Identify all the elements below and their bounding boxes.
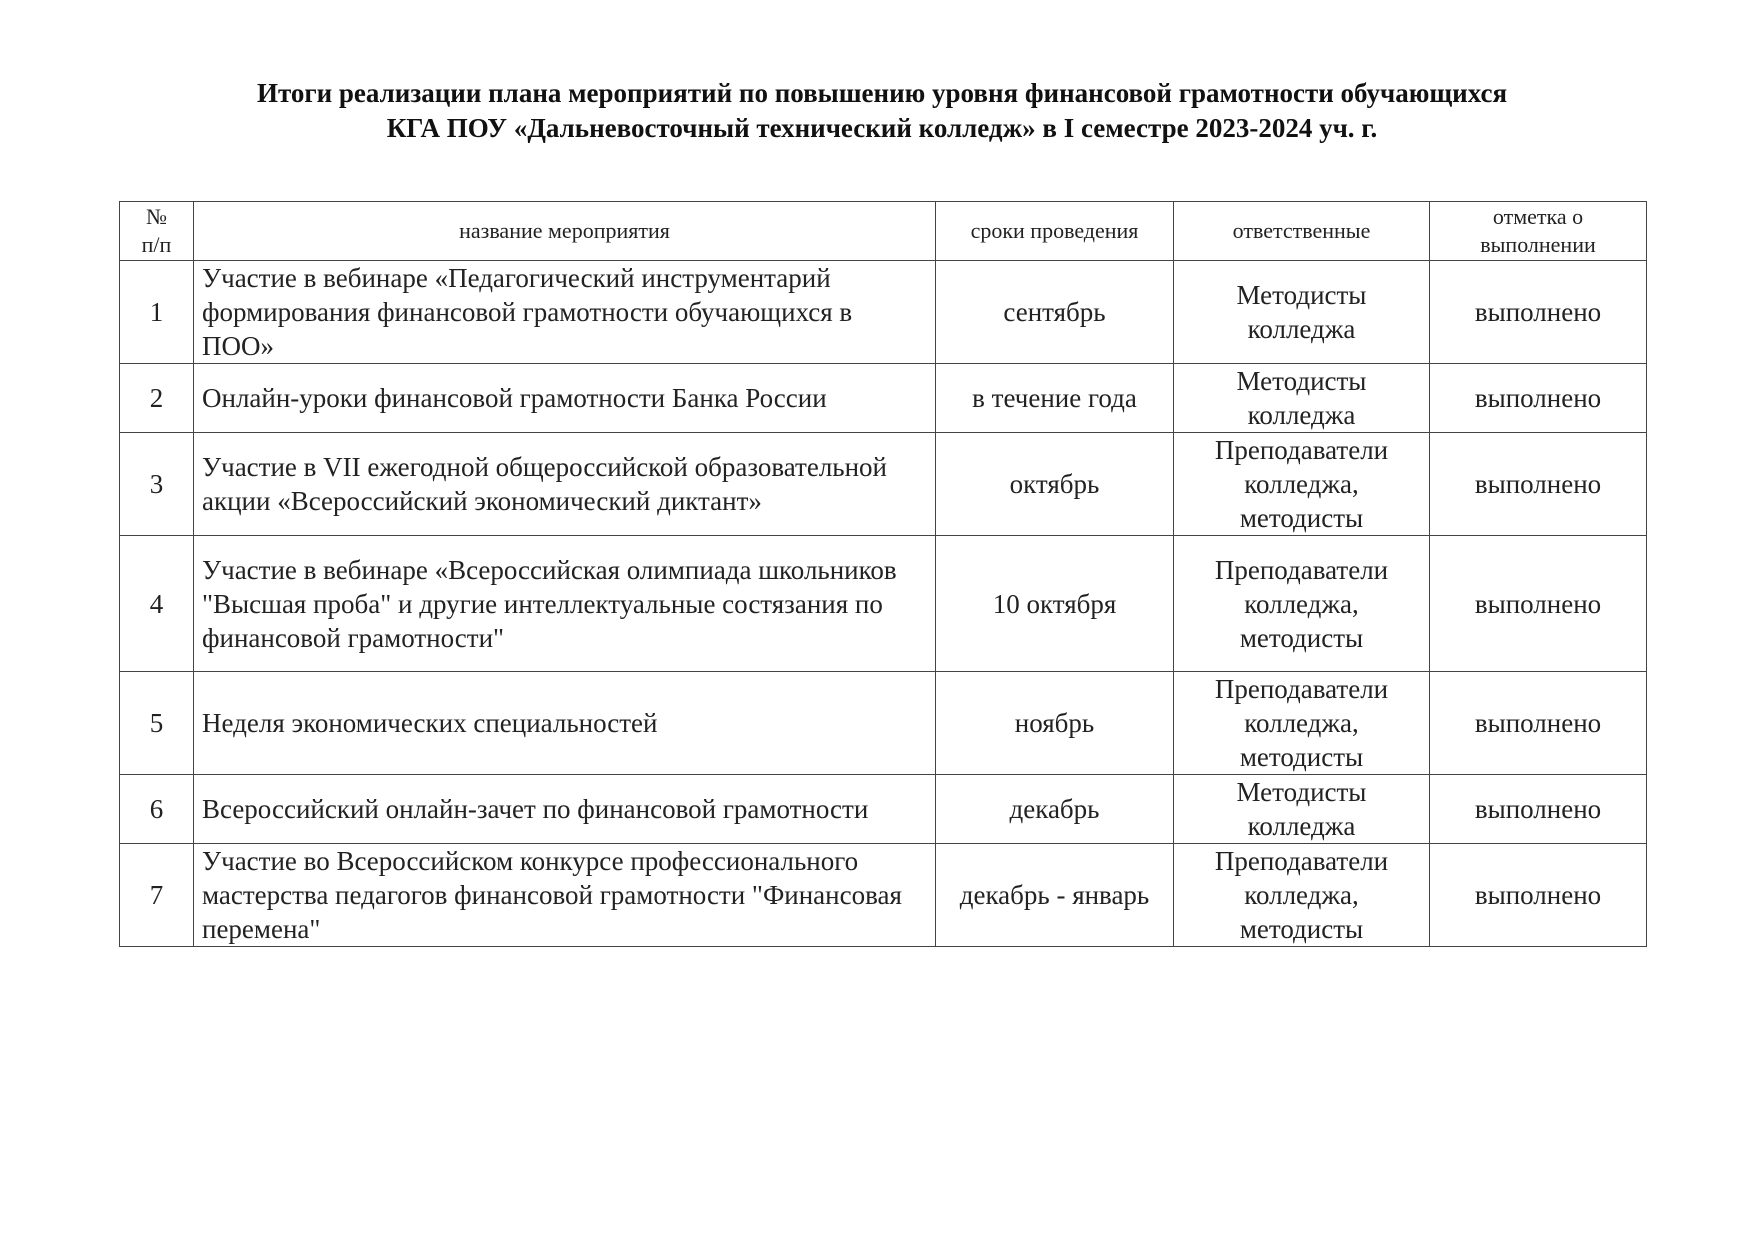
title-line-2: КГА ПОУ «Дальневосточный технический колледж» в I семестре 2023-2024 уч. г. — [386, 113, 1378, 143]
event-name: Всероссийский онлайн-зачет по финансовой грамотности — [194, 775, 936, 844]
event-date: декабрь - январь — [936, 844, 1174, 947]
table-header-row — [120, 202, 1647, 261]
table-row — [120, 536, 1647, 672]
events-table — [119, 201, 1647, 947]
table-row — [120, 364, 1647, 433]
row-number: 2 — [120, 364, 194, 433]
event-responsible: Методисты колледжа — [1174, 261, 1430, 364]
row-number: 3 — [120, 433, 194, 536]
event-responsible: Преподаватели колледжа, методисты — [1174, 433, 1430, 536]
table-row — [120, 844, 1647, 947]
event-name: Участие в VII ежегодной общероссийской образовательной акции «Всероссийский экономический диктант» — [194, 433, 936, 536]
title-line-1: Итоги реализации плана мероприятий по повышению уровня финансовой грамотности обучающихся — [256, 78, 1508, 108]
event-responsible: Преподаватели колледжа, методисты — [1174, 536, 1430, 672]
event-responsible: Преподаватели колледжа, методисты — [1174, 672, 1430, 775]
header-status — [1430, 202, 1647, 261]
event-date: декабрь — [936, 775, 1174, 844]
document-title — [0, 76, 1755, 146]
event-name: Участие во Всероссийском конкурсе профессионального мастерства педагогов финансовой грамотности "Финансовая перемена" — [194, 844, 936, 947]
table-row — [120, 261, 1647, 364]
event-name: Участие в вебинаре «Педагогический инструментарий формирования финансовой грамотности обучающихся в ПОО» — [194, 261, 936, 364]
table-row — [120, 775, 1647, 844]
row-number: 1 — [120, 261, 194, 364]
header-responsible: ответственные — [1174, 202, 1430, 261]
row-number: 6 — [120, 775, 194, 844]
event-date: в течение года — [936, 364, 1174, 433]
event-name: Неделя экономических специальностей — [194, 672, 936, 775]
row-number: 5 — [120, 672, 194, 775]
event-status: выполнено — [1430, 775, 1647, 844]
table-row — [120, 672, 1647, 775]
event-status: выполнено — [1430, 364, 1647, 433]
event-date: 10 октября — [936, 536, 1174, 672]
event-date: ноябрь — [936, 672, 1174, 775]
event-name: Участие в вебинаре «Всероссийская олимпиада школьников "Высшая проба" и другие интеллектуальные состязания по финансовой грамотности" — [194, 536, 936, 672]
header-dates: сроки проведения — [936, 202, 1174, 261]
header-status-line1: отметка о — [1492, 204, 1584, 229]
header-number — [120, 202, 194, 261]
event-status: выполнено — [1430, 536, 1647, 672]
header-number-line1: № — [146, 204, 167, 229]
row-number: 7 — [120, 844, 194, 947]
event-date: сентябрь — [936, 261, 1174, 364]
row-number: 4 — [120, 536, 194, 672]
event-status: выполнено — [1430, 844, 1647, 947]
event-date: октябрь — [936, 433, 1174, 536]
event-responsible: Преподаватели колледжа, методисты — [1174, 844, 1430, 947]
event-responsible: Методисты колледжа — [1174, 775, 1430, 844]
event-status: выполнено — [1430, 433, 1647, 536]
event-name: Онлайн-уроки финансовой грамотности Банка России — [194, 364, 936, 433]
header-status-line2: выполнении — [1480, 232, 1596, 257]
header-event-name: название мероприятия — [194, 202, 936, 261]
event-status: выполнено — [1430, 672, 1647, 775]
event-status: выполнено — [1430, 261, 1647, 364]
table-row — [120, 433, 1647, 536]
header-number-line2: п/п — [141, 232, 172, 257]
event-responsible: Методисты колледжа — [1174, 364, 1430, 433]
